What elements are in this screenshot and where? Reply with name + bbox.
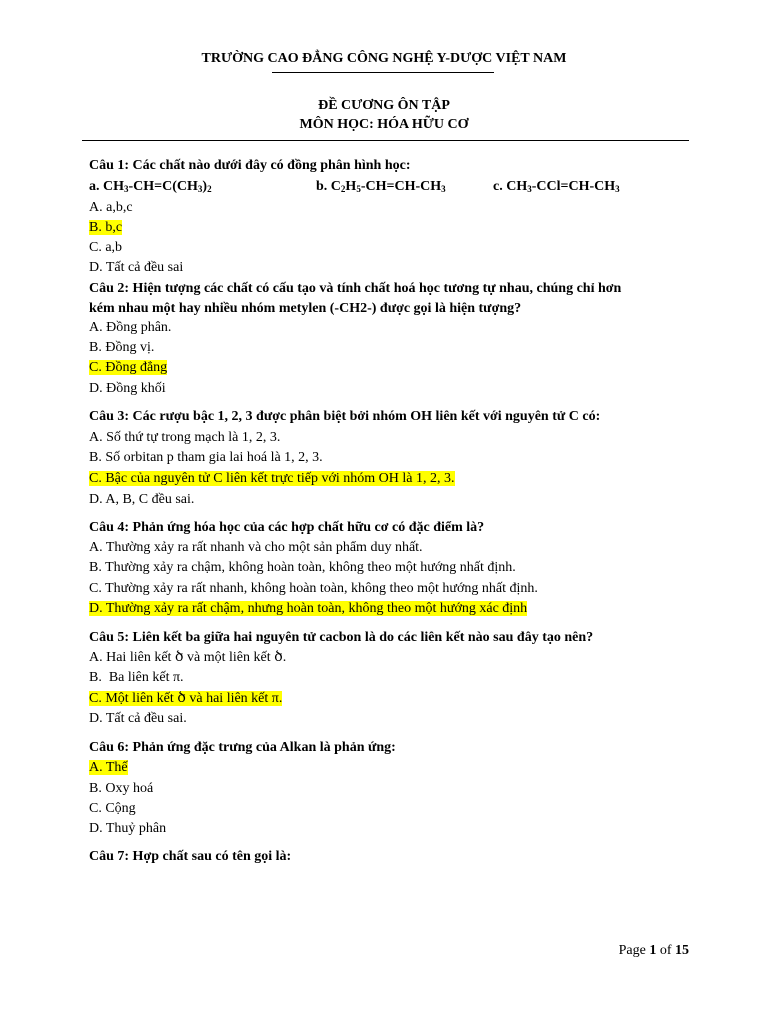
page-footer — [0, 942, 689, 960]
question-2-line-2: kém nhau một hay nhiều nhóm metylen (-CH2-) được gọi là hiện tượng? — [89, 301, 522, 316]
question-3: Câu 3: Các rượu bậc 1, 2, 3 được phân biệt bởi nhóm OH liên kết với nguyên tử C có: — [89, 409, 601, 424]
answer-3b: B. Số orbitan p tham gia lai hoá là 1, 2, 3. — [89, 450, 323, 465]
school-underline — [272, 72, 494, 73]
title-divider — [82, 140, 689, 141]
answer-2c — [89, 358, 167, 378]
choice-a: a. $CH_3-CH=C(CH_3)_2$ — [89, 179, 212, 194]
answer-1b — [89, 218, 122, 238]
answer-6c: C. Cộng — [89, 801, 136, 816]
answer-6a — [89, 758, 128, 778]
answer-4d — [89, 599, 527, 619]
answer-1d: D. Tất cả đều sai — [89, 260, 184, 275]
highlighted-answer: C. Bậc của nguyên tử C liên kết trực tiếp với nhóm OH là 1, 2, 3. — [89, 471, 455, 486]
question-4: Câu 4: Phản ứng hóa học của các hợp chất hữu cơ có đặc điểm là? — [89, 520, 485, 535]
answer-3c — [89, 469, 455, 489]
page-word: Page — [618, 943, 650, 958]
answer-5b: B. Ba liên kết π. — [89, 670, 184, 685]
answer-2b: B. Đồng vị. — [89, 340, 155, 355]
answer-6d: D. Thuỷ phân — [89, 821, 167, 836]
page-number: 1 — [649, 943, 657, 958]
answer-1c: C. a,b — [89, 240, 123, 255]
choice-b: b. $C_2H_5-CH=CH-CH_3$ — [316, 179, 446, 194]
answer-5d: D. Tất cả đều sai. — [89, 711, 187, 726]
question-5: Câu 5: Liên kết ba giữa hai nguyên tử cacbon là do các liên kết nào sau đây tạo nên? — [89, 630, 594, 645]
choice-c: c. $CH_3-CCl=CH-CH_3$ — [493, 179, 620, 194]
title-line-1: ĐỀ CƯƠNG ÔN TẬP — [318, 98, 450, 113]
answer-5a: A. Hai liên kết ծ và một liên kết ծ. — [89, 650, 287, 665]
answer-2a: A. Đồng phân. — [89, 320, 172, 335]
page-total: 15 — [675, 943, 689, 958]
answer-1a: A. a,b,c — [89, 200, 133, 215]
of-word: of — [656, 943, 675, 958]
question-6: Câu 6: Phản ứng đặc trưng của Alkan là phản ứng: — [89, 740, 396, 755]
question-2-line-1: Câu 2: Hiện tượng các chất có cấu tạo và tính chất hoá học tương tự nhau, chúng chỉ hơn — [89, 281, 622, 296]
document-title — [0, 96, 768, 134]
question-7: Câu 7: Hợp chất sau có tên gọi là: — [89, 849, 292, 864]
title-line-2: MÔN HỌC: HÓA HỮU CƠ — [299, 117, 469, 132]
highlighted-answer: C. Đồng đẳng — [89, 360, 168, 375]
highlighted-answer: D. Thường xảy ra rất chậm, nhưng hoàn toàn, không theo một hướng xác định — [89, 601, 528, 616]
highlighted-answer: B. b,c — [89, 220, 123, 235]
highlighted-answer: C. Một liên kết ծ và hai liên kết π. — [89, 691, 283, 706]
answer-6b: B. Oxy hoá — [89, 781, 154, 796]
question-1: Câu 1: Các chất nào dưới đây có đồng phân hình học: — [89, 158, 411, 173]
answer-2d: D. Đồng khối — [89, 381, 166, 396]
answer-4a: A. Thường xảy ra rất nhanh và cho một sản phẩm duy nhất. — [89, 540, 423, 555]
highlighted-answer: A. Thế — [89, 760, 128, 775]
school-name: TRƯỜNG CAO ĐẲNG CÔNG NGHỆ Y-DƯỢC VIỆT NAM — [201, 51, 567, 66]
answer-4b: B. Thường xảy ra chậm, không hoàn toàn, không theo một hướng nhất định. — [89, 560, 516, 575]
answer-3a: A. Số thứ tự trong mạch là 1, 2, 3. — [89, 430, 281, 445]
question-1-choices — [89, 177, 689, 197]
answer-5c — [89, 689, 282, 709]
answer-3d: D. A, B, C đều sai. — [89, 492, 195, 507]
answer-4c: C. Thường xảy ra rất nhanh, không hoàn toàn, không theo một hướng nhất định. — [89, 581, 538, 596]
